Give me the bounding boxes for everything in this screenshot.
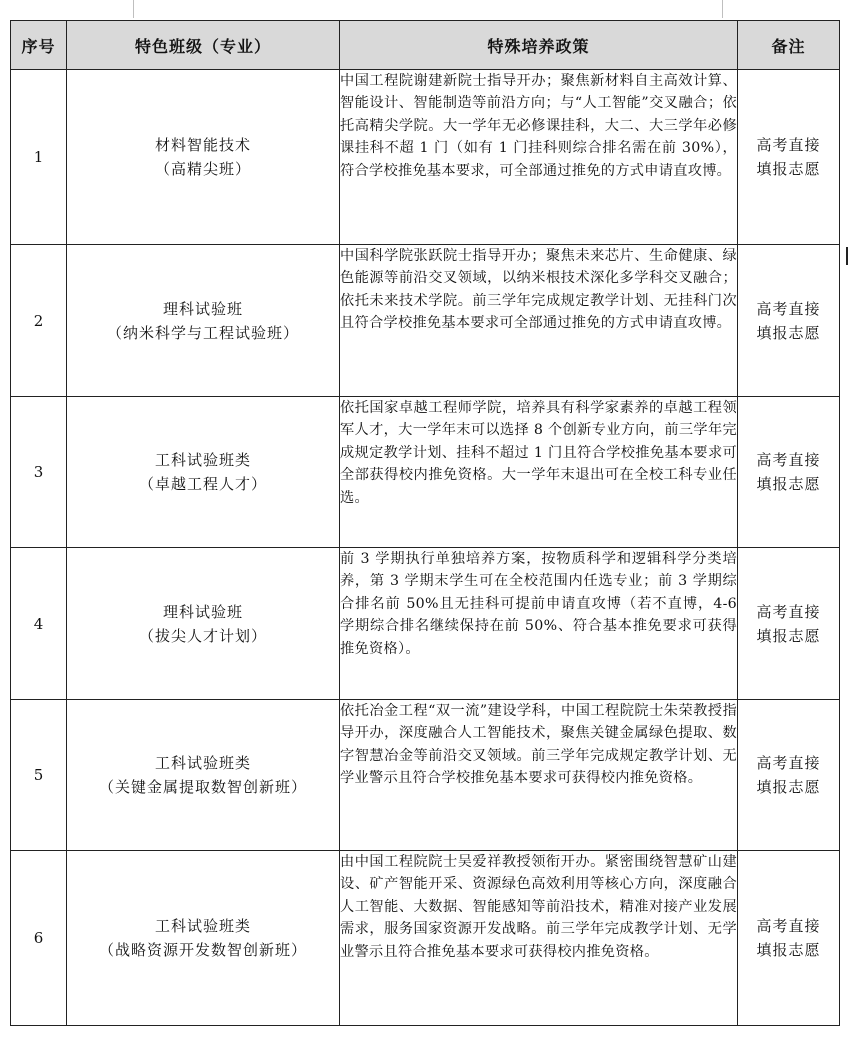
row-policy: 前 3 学期执行单独培养方案，按物质科学和逻辑科学分类培养，第 3 学期末学生可在全校范围内任选专业；前 3 学期综合排名前 50%且无挂科可提前申请直攻博（若不直博，4-6 学期综合排名继续保持在前 50%、符合基本推免要求可获得推免资格）。 [340,548,738,700]
row-class [67,397,340,548]
row-note [738,397,840,548]
table-row [11,548,840,700]
table-row [11,700,840,851]
note-line-2: 填报志愿 [756,626,821,645]
row-note [738,70,840,245]
header-class: 特色班级（专业） [67,21,340,70]
note-line-2: 填报志愿 [756,160,821,178]
note-line-2: 填报志愿 [756,475,821,493]
row-policy: 依托国家卓越工程师学院，培养具有科学家素养的卓越工程领军人才，大一学年末可以选择 8 个创新专业方向，前三学年完成规定教学计划、挂科不超过 1 门且符合学校推免基本要求可全部获得校内推免资格。大一学年末退出可在全校工科专业任选。 [340,397,738,548]
table-row [11,397,840,548]
row-policy: 中国科学院张跃院士指导开办；聚焦未来芯片、生命健康、绿色能源等前沿交叉领域，以纳米根技术深化多学科交叉融合；依托未来技术学院。前三学年完成规定教学计划、无挂科门次且符合学校推免基本要求可全部通过推免的方式申请直攻博。 [340,245,738,397]
note-line-1: 高考直接 [756,299,821,318]
table-row [11,851,840,1026]
note-line-1: 高考直接 [756,754,821,772]
note-line-2: 填报志愿 [756,941,821,959]
row-index: 5 [11,700,67,851]
row-class [67,700,340,851]
row-note [738,548,840,700]
note-line-1: 高考直接 [756,451,821,469]
header-policy: 特殊培养政策 [340,21,738,70]
page-edge-marks [0,0,856,20]
header-index: 序号 [11,21,67,70]
note-line-1: 高考直接 [756,602,821,621]
special-classes-table [10,20,840,1026]
row-policy: 依托冶金工程“双一流”建设学科，中国工程院院士朱荣教授指导开办，深度融合人工智能技术，聚焦关键金属绿色提取、数字智慧冶金等前沿交叉领域。前三学年完成规定教学计划、无学业警示且符合学校推免基本要求可获得校内推免资格。 [340,700,738,851]
class-subtitle: （卓越工程人才） [138,475,267,493]
header-row [11,21,840,70]
class-name: 工科试验班类 [154,451,251,469]
table-row [11,245,840,397]
row-class [67,548,340,700]
note-line-2: 填报志愿 [756,323,821,342]
row-note [738,851,840,1026]
table-row [11,70,840,245]
row-index: 3 [11,397,67,548]
class-name: 工科试验班类 [154,917,251,935]
row-note [738,700,840,851]
note-line-2: 填报志愿 [756,778,821,796]
class-subtitle: （关键金属提取数智创新班） [98,778,307,796]
row-index: 1 [11,70,67,245]
note-line-1: 高考直接 [756,917,821,935]
row-index: 4 [11,548,67,700]
row-policy: 中国工程院谢建新院士指导开办；聚焦新材料自主高效计算、智能设计、智能制造等前沿方向；与“人工智能”交叉融合；依托高精尖学院。大一学年无必修课挂科，大二、大三学年必修课挂科不超 1 门（如有 1 门挂科则综合排名需在前 30%），符合学校推免基本要求，可全部通过推免的方式申请直攻博。 [340,70,738,245]
row-index: 6 [11,851,67,1026]
class-name: 工科试验班类 [154,754,251,772]
row-class [67,70,340,245]
class-name: 理科试验班 [162,299,243,318]
class-subtitle: （高精尖班） [154,160,251,178]
class-name: 理科试验班 [162,602,243,621]
margin-tick [133,0,134,18]
class-subtitle: （纳米科学与工程试验班） [106,323,299,342]
row-class [67,245,340,397]
row-policy: 由中国工程院院士吴爱祥教授领衔开办。紧密围绕智慧矿山建设、矿产智能开采、资源绿色高效利用等核心方向，深度融合人工智能、大数据、智能感知等前沿技术，精准对接产业发展需求，服务国家资源开发战略。前三学年完成教学计划、无学业警示且符合推免基本要求可获得校内推免资格。 [340,851,738,1026]
row-index: 2 [11,245,67,397]
row-class [67,851,340,1026]
class-subtitle: （战略资源开发数智创新班） [98,941,307,959]
row-note [738,245,840,397]
text-cursor-mark [846,247,848,265]
note-line-1: 高考直接 [756,136,821,154]
class-name: 材料智能技术 [154,136,251,154]
margin-tick [722,0,723,18]
class-subtitle: （拔尖人才计划） [138,626,267,645]
header-note: 备注 [738,21,840,70]
